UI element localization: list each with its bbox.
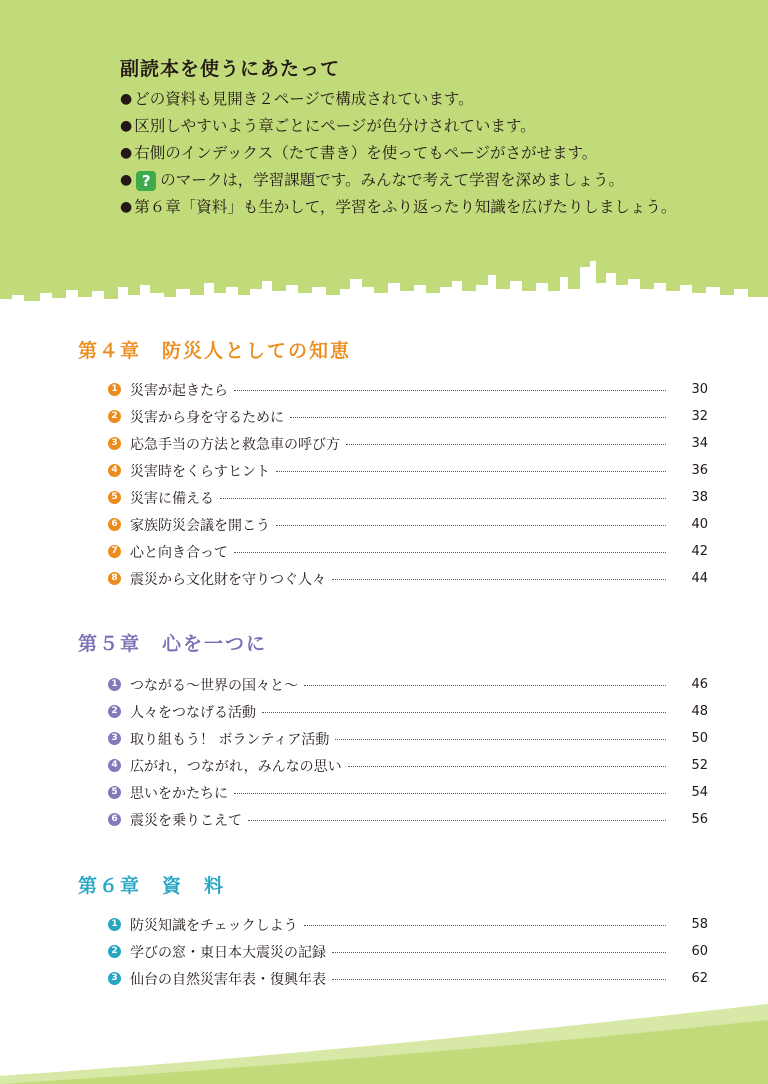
- chapter-4-toc: [108, 376, 708, 592]
- usage-note: [120, 92, 760, 107]
- toc-entry[interactable]: [108, 911, 708, 938]
- entry-number-icon: 1: [108, 678, 121, 691]
- entry-title: つながる〜世界の国々と〜: [130, 677, 298, 694]
- chapter-6: [78, 873, 708, 988]
- toc-entry[interactable]: [108, 565, 708, 592]
- entry-page-number: 34: [691, 436, 708, 451]
- city-skyline-illustration: [0, 255, 768, 325]
- entry-number-icon: 3: [108, 437, 121, 450]
- usage-note-text: 区別しやすいよう章ごとにページが色分けされています。: [134, 117, 536, 135]
- dot-leader: [346, 444, 666, 445]
- usage-note-text: 第６章「資料」も生かして，学習をふり返ったり知識を広げたりしましょう。: [134, 198, 677, 216]
- entry-page-number: 40: [691, 517, 708, 532]
- entry-title: 心と向き合って: [130, 544, 228, 561]
- entry-number-icon: 2: [108, 410, 121, 423]
- entry-number-icon: 4: [108, 759, 121, 772]
- entry-title: 広がれ，つながれ，みんなの思い: [130, 758, 342, 775]
- bullet-icon: ●: [120, 118, 133, 134]
- entry-page-number: 58: [691, 917, 708, 932]
- dot-leader: [234, 390, 666, 391]
- entry-page-number: 56: [691, 812, 708, 827]
- toc-entry[interactable]: [108, 403, 708, 430]
- usage-note: [120, 146, 760, 161]
- entry-page-number: 32: [691, 409, 708, 424]
- footer-wave-decoration: [0, 994, 768, 1084]
- question-mark-icon: ?: [136, 171, 156, 191]
- entry-title: 震災を乗りこえて: [130, 812, 242, 829]
- bullet-icon: ●: [120, 91, 133, 107]
- entry-number-icon: 5: [108, 786, 121, 799]
- dot-leader: [276, 525, 666, 526]
- toc-entry[interactable]: [108, 671, 708, 698]
- toc-entry[interactable]: [108, 725, 708, 752]
- usage-note-text: 右側のインデックス（たて書き）を使ってもページがさがせます。: [134, 144, 598, 162]
- entry-page-number: 46: [691, 677, 708, 692]
- toc-entry[interactable]: [108, 806, 708, 833]
- entry-number-icon: 2: [108, 945, 121, 958]
- dot-leader: [248, 820, 666, 821]
- usage-note: [120, 119, 760, 134]
- entry-number-icon: 4: [108, 464, 121, 477]
- entry-title: 学びの窓・東日本大震災の記録: [130, 944, 326, 961]
- entry-title: 震災から文化財を守りつぐ人々: [130, 571, 326, 588]
- toc-entry[interactable]: [108, 538, 708, 565]
- chapter-5-toc: [108, 671, 708, 833]
- toc-entry[interactable]: [108, 779, 708, 806]
- entry-number-icon: 1: [108, 918, 121, 931]
- entry-title: 災害が起きたら: [130, 382, 228, 399]
- entry-page-number: 50: [691, 731, 708, 746]
- dot-leader: [332, 579, 666, 580]
- chapter-5: [78, 631, 708, 829]
- dot-leader: [234, 552, 666, 553]
- dot-leader: [262, 712, 666, 713]
- toc-entry[interactable]: [108, 430, 708, 457]
- entry-page-number: 52: [691, 758, 708, 773]
- entry-page-number: 48: [691, 704, 708, 719]
- dot-leader: [234, 793, 666, 794]
- dot-leader: [348, 766, 666, 767]
- entry-number-icon: 6: [108, 518, 121, 531]
- dot-leader: [276, 471, 666, 472]
- usage-note: [120, 173, 760, 188]
- entry-number-icon: 7: [108, 545, 121, 558]
- entry-number-icon: 5: [108, 491, 121, 504]
- toc-entry[interactable]: [108, 457, 708, 484]
- toc-entry[interactable]: [108, 965, 708, 992]
- usage-note-text: どの資料も見開き２ページで構成されています。: [134, 90, 474, 108]
- chapter-6-title: 第６章 資 料: [78, 875, 226, 897]
- bullet-icon: ●: [120, 199, 133, 215]
- dot-leader: [290, 417, 666, 418]
- dot-leader: [332, 952, 666, 953]
- chapter-4-title: 第４章 防災人としての知恵: [78, 340, 352, 362]
- chapter-5-title: 第５章 心を一つに: [78, 633, 268, 655]
- entry-page-number: 54: [691, 785, 708, 800]
- entry-title: 災害に備える: [130, 490, 214, 507]
- bullet-icon: ●: [120, 145, 133, 161]
- dot-leader: [304, 685, 666, 686]
- usage-notes-title: 副読本を使うにあたって: [120, 58, 341, 80]
- entry-number-icon: 8: [108, 572, 121, 585]
- entry-number-icon: 1: [108, 383, 121, 396]
- dot-leader: [220, 498, 666, 499]
- entry-title: 家族防災会議を開こう: [130, 517, 270, 534]
- entry-number-icon: 6: [108, 813, 121, 826]
- usage-note-text: のマークは，学習課題です。みんなで考えて学習を深めましょう。: [160, 171, 624, 189]
- dot-leader: [335, 739, 666, 740]
- entry-number-icon: 3: [108, 972, 121, 985]
- entry-title: 災害時をくらすヒント: [130, 463, 270, 480]
- chapter-4: [78, 338, 708, 588]
- entry-page-number: 38: [691, 490, 708, 505]
- entry-page-number: 36: [691, 463, 708, 478]
- dot-leader: [332, 979, 666, 980]
- toc-entry[interactable]: [108, 376, 708, 403]
- entry-page-number: 60: [691, 944, 708, 959]
- entry-number-icon: 2: [108, 705, 121, 718]
- usage-note: [120, 200, 760, 215]
- entry-page-number: 42: [691, 544, 708, 559]
- entry-title: 思いをかたちに: [130, 785, 228, 802]
- entry-page-number: 30: [691, 382, 708, 397]
- entry-title: 応急手当の方法と救急車の呼び方: [130, 436, 340, 453]
- toc-entry[interactable]: [108, 484, 708, 511]
- usage-notes: [120, 54, 760, 227]
- chapter-6-toc: [108, 911, 708, 992]
- toc-entry[interactable]: [108, 511, 708, 538]
- entry-page-number: 44: [691, 571, 708, 586]
- dot-leader: [304, 925, 666, 926]
- entry-title: 防災知識をチェックしよう: [130, 917, 298, 934]
- entry-title: 人々をつなげる活動: [130, 704, 256, 721]
- entry-title: 取り組もう！ ボランティア活動: [130, 731, 330, 748]
- bullet-icon: ●: [120, 172, 133, 188]
- entry-title: 仙台の自然災害年表・復興年表: [130, 971, 326, 988]
- entry-number-icon: 3: [108, 732, 121, 745]
- usage-notes-list: [120, 92, 760, 215]
- entry-page-number: 62: [691, 971, 708, 986]
- entry-title: 災害から身を守るために: [130, 409, 284, 426]
- toc-entry[interactable]: [108, 698, 708, 725]
- toc-entry[interactable]: [108, 752, 708, 779]
- toc-entry[interactable]: [108, 938, 708, 965]
